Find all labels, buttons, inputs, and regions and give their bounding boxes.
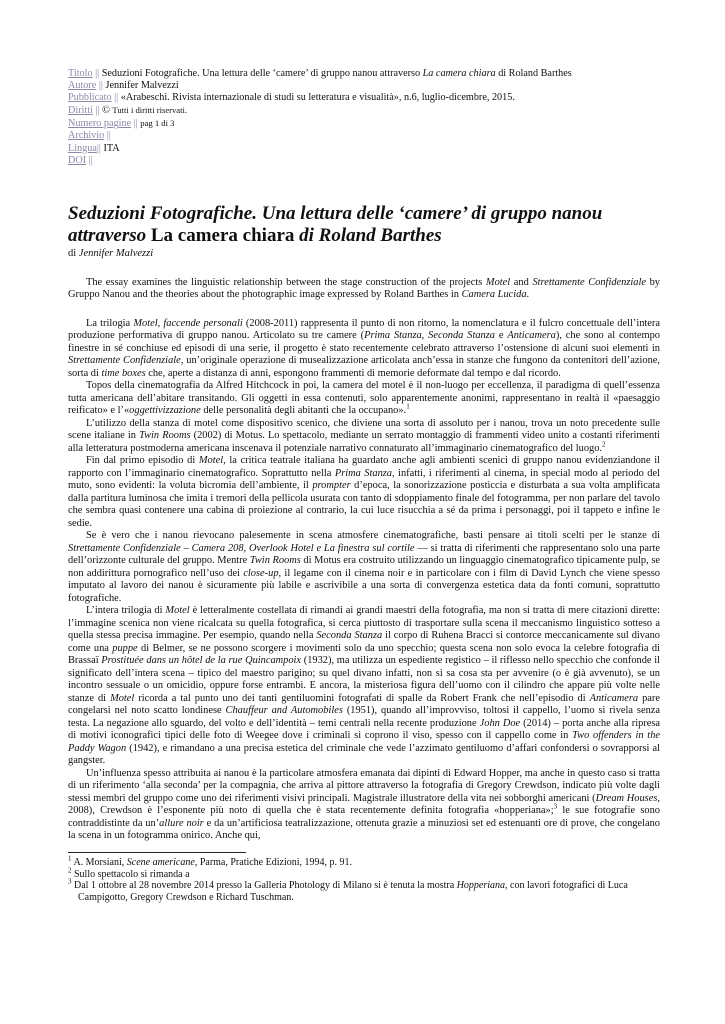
footnote: $^2$ Sullo spettacolo si rimanda a [68,866,190,880]
meta-published-row: Pubblicato || «Arabeschi. Rivista internazionale di studi su letteratura e visualità», n.6, luglio-dicembre, 2015. [68,92,515,104]
footnotes [68,854,660,903]
document-page [68,68,660,903]
pages-value: pag 1 di 3 [140,118,175,129]
footnote: $^1$ A. Morsiani, Scene americane, Parma, Pratiche Edizioni, 1994, p. 91. [68,854,353,868]
meta-pages-row: Numero pagine || pag 1 di 3 [68,118,175,130]
meta-title-row: Titolo || Seduzioni Fotografiche. Una lettura delle ‘camere’ di gruppo nanou attraverso La camera chiara di Roland Barthes [68,68,572,79]
rights-value: Tutti i diritti riservati. [112,105,188,116]
meta-language-link[interactable]: Lingua [68,142,97,154]
author-value: Jennifer Malvezzi [105,80,179,92]
paragraph: L’utilizzo della stanza di motel come dispositivo scenico, che diviene una sorta di assoluto per i nanou, trova un noto precedente sulle scene italiane in Twin Rooms (2002) di Motus. Lo spettacolo, mediante un serrato montaggio di frammenti video unito a costanti riferimenti alla letteratura postmoderna americana inscenava il potenziale narrativo connaturato all’immaginario cinematografico del luogo.$^2$ [68,417,661,454]
byline: di Jennifer Malvezzi [68,247,154,259]
meta-pages-link[interactable]: Numero pagine [68,118,132,130]
meta-rights-row: Diritti || © Tutti i diritti riservati. [68,105,188,117]
meta-author-row: Autore || Jennifer Malvezzi [68,80,179,92]
meta-archive-row: Archivio || [68,130,111,142]
meta-rights-link[interactable]: Diritti [68,105,93,117]
paragraph: Fin dal primo episodio di Motel, la critica teatrale italiana ha guardato anche agli ambienti scenici di gruppo nanou evidenziandone il rapporto con l’immaginario cinematografico. Soprattutto nella Prima Stanza, infatti, i riferimenti al cinema, in special modo al periodo del muto, sono evidenti: la voluta bicromia dell’ambiente, il prompter d’epoca, la sonorizzazione posticcia e disturbata a sua volta amplificata dalla partitura luminosa che imita i tremori della pellicola usurata con tanto di sdoppiamento finale del fotogramma, per non parlare del tavolo che sembra quasi contenere una cabina di proiezione al contrario, la cui luce risucchia a sé da prima i personaggi, poi il tappeto e infine le sedie. [68,455,660,529]
paragraph: Un’influenza spesso attribuita ai nanou è la particolare atmosfera emanata dai dipinti di Edward Hopper, ma anche in questo caso si tratta di un riferimento ‘alla seconda’ per la compagnia, che arriva al pittore attraverso la fotografia di Gregory Crewdson, indicato più volte dagli stessi membri del gruppo come uno dei riferimenti visivi principali. Magistrale illustratore della vita nei sobborghi americani (Dream Houses, 2008), Crewdson è l’esponente più noto di quella che è stata recentemente definita fotografia «hopperiana»;$^3$ le sue fotografie sono contraddistinte da un’allure noir e da un’artificiosa teatralizzazione, ottenuta grazie a minuziosi set ed estenuanti ore di prove, che congelano la scena in un fotogramma onirico. Anche qui, [68,767,660,842]
footnote-divider [68,852,246,853]
byline-author: Jennifer Malvezzi [78,247,154,259]
footnote-ref[interactable]: 2 [602,440,606,449]
meta-title-link[interactable]: Titolo [68,68,93,79]
meta-doi-link[interactable]: DOI [68,154,87,166]
footnote: $^3$ Dal 1 ottobre al 28 novembre 2014 presso la Galleria Photology di Milano si è tenuta la mostra Hopperiana, con lavori fotografici di Luca Campigotto, Gregory Crewdson e Richard Tuschman. [68,877,628,903]
article-body [68,318,660,843]
paragraph: L’intera trilogia di Motel è letteralmente costellata di rimandi ai grandi maestri della fotografia, ma non si tratta di mere citazioni dirette: l’immagine scenica non viene ricalcata su quella fotografica, si cerca piuttosto di trasportare sulla scena il meccanismo linguistico sotteso a quella stessa precisa immagine. Per esempio, quando nella Seconda Stanza il corpo di Ruhena Bracci si contorce meccanicamente sul divano come una puppe di Belmer, se ne possono scorgere i movimenti solo da uno specchio; questa scena non solo evoca la celebre fotografia di Brassaï Prostituée dans un hôtel de la rue Quincampoix (1932), ma utilizza un espediente registico – il riflesso nello specchio che confonde il significato dell’intera scena – tipico del maestro parigino; su quel divano infatti, non si sa cosa sta per avvenire (o è già avvenuto), se un incontro sessuale o un omicidio, oppure forse entrambi. E ancora, la misteriosa figura dell’uomo con il cilindro che appare più volte nelle stanze di Motel ricorda a tal punto uno dei tanti gentiluomini fotografati di spalle da Robert Frank che nell’episodio di Anticamera pare congelarsi nel noto scatto londinese Chauffeur and Automobiles (1951), quando all’improvviso, toltosi il cappello, l’uomo si rivela senza testa. La negazione allo sguardo, del volto e dell’identità – temi centrali nella recente produzione John Doe (2014) – porta anche alla ripresa di motivi iconografici tipici delle foto di Weegee dove i criminali si coprono il viso, spesso con il cappello come in Two offenders in the Paddy Wagon (1942), e rimandano a una precisa estetica del criminale che vede l’azzimato gentiluomo d’affari confondersi o sovrapporsi al gangster. [68,605,661,767]
published-value: «Arabeschi. Rivista internazionale di studi su letteratura e visualità», n.6, luglio-dicembre, 2015. [120,92,515,104]
meta-doi-row: DOI || [68,154,93,166]
paragraph: Topos della cinematografia da Alfred Hitchcock in poi, la camera del motel è il non-luogo per eccellenza, il paradigma di quell’essenza tutta americana dell’abitare transitando. Gli oggetti in essa contenuti, solo apparentemente anonimi, rappresentano in realtà il «paesaggio reificato» e l’«oggettivizzazione delle personalità degli abitanti che la occupano».$^1$ [68,380,660,417]
abstract: The essay examines the linguistic relationship between the stage construction of the projects Motel and Strettamente Confidenziale by Gruppo Nanou and the theories about the photographic image expressed by Roland Barthes in Camera Lucida. [68,276,660,301]
meta-author-link[interactable]: Autore [68,80,97,92]
meta-published-link[interactable]: Pubblicato [68,92,112,104]
meta-archive-link[interactable]: Archivio [68,130,105,142]
article-title: Seduzioni Fotografiche. Una lettura delle ‘camere’ di gruppo nanou attraverso La camera chiara di Roland Barthes [68,202,603,247]
copyright-symbol: © [102,105,110,117]
metadata-block [68,68,660,167]
paragraph: Se è vero che i nanou rievocano palesemente in scena atmosfere cinematografiche, basti pensare ai titoli scelti per le stanze di Strettamente Confidenziale – Camera 208, Overlook Hotel e La finestra sul cortile — si tratta di riferimenti che rappresentano solo una parte dell’orizzonte culturale del gruppo. Mentre Twin Rooms di Motus era costruito utilizzando un linguaggio cinematografico tipicamente pulp, se non addirittura pornografico nell’uso dei close-up, il legame con il cinema noir e in particolare con i film di David Lynch che viene spesso imputato al lavoro dei nanou è sicuramente più labile e ascrivibile a una sorta di convergenza estetica data da fonti comuni, soprattutto fotografiche. [68,530,661,604]
footnote-ref[interactable]: 3 [553,802,558,811]
paragraph: La trilogia Motel, faccende personali (2008-2011) rappresenta il punto di non ritorno, la nomenclatura e il fulcro concettuale dell’intera produzione performativa di gruppo nanou. Articolato su tre camere (Prima Stanza, Seconda Stanza e Anticamera), che sono al contempo finestre in sé conchiuse ed episodi di una serie, il progetto è stato recentemente celebrato attraverso l’ostensione di alcuni suoi elementi in Strettamente Confidenziale, un’originale operazione di musealizzazione articolata anch’essa in stanze che fungono da contenitori dell’azione, sorta di time boxes che, aperte a distanza di anni, espongono frammenti di memorie deformate dal tempo e dal ricordo. [68,317,660,379]
footnote-ref[interactable]: 1 [406,402,410,411]
language-value: ITA [103,142,120,154]
meta-language-row: Lingua|| ITA [68,142,120,154]
